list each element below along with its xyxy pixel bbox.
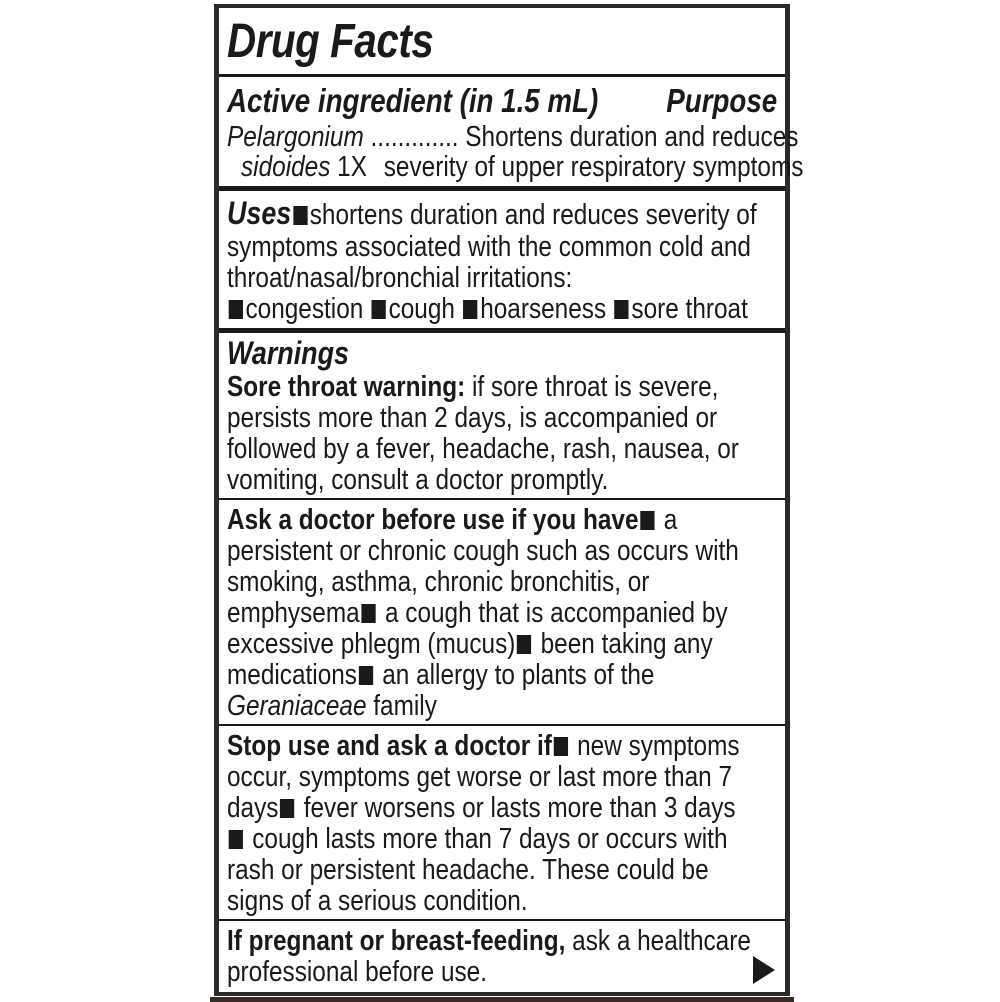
ask-doctor-line3: smoking, asthma, chronic bronchitis, or	[227, 566, 650, 598]
stop-use-line3	[227, 793, 793, 823]
stop-use-line6: signs of a serious condition.	[227, 885, 528, 917]
bullet-square-icon	[229, 300, 243, 319]
thick-divider	[219, 186, 785, 191]
pregnant-line2: professional before use.	[227, 956, 488, 988]
divider	[219, 919, 785, 921]
ask-text: a	[657, 504, 678, 536]
ask-text: been taking any	[533, 628, 713, 660]
bullet-square-icon	[293, 206, 307, 225]
stop-text: cough lasts more than 7 days or occurs with	[245, 823, 728, 855]
ask-doctor-line4	[227, 598, 793, 628]
bullet-square-icon	[463, 300, 477, 319]
ingredient-species: sidoides	[241, 151, 331, 183]
sore-throat-line3: followed by a fever, headache, rash, nausea, or	[227, 433, 739, 465]
play-arrow-icon	[753, 956, 775, 984]
ask-doctor-line7	[227, 691, 793, 721]
uses-line3: throat/nasal/bronchial irritations:	[227, 262, 573, 294]
warnings-heading: Warnings	[227, 335, 349, 371]
pregnant-text: ask a healthcare	[565, 925, 751, 957]
sore-throat-line1	[227, 372, 793, 402]
bullet-square-icon	[361, 604, 375, 623]
use-item: cough	[388, 293, 455, 325]
purpose-text-1: Shortens duration and reduces	[465, 121, 799, 153]
purpose-heading: Purpose	[666, 82, 778, 119]
plant-family: Geraniaceae	[227, 690, 367, 722]
stop-text: days	[227, 792, 279, 824]
active-ingredient-header	[227, 84, 777, 118]
active-ingredient-line1	[227, 121, 799, 153]
sore-throat-label: Sore throat warning:	[227, 371, 466, 403]
bullet-square-icon	[517, 635, 531, 654]
divider	[219, 724, 785, 726]
sore-throat-text: if sore throat is severe,	[465, 371, 719, 403]
use-item: congestion	[245, 293, 364, 325]
stop-use-line4	[227, 824, 793, 854]
ingredient-name: Pelargonium	[227, 121, 364, 153]
active-ingredient-line2	[241, 152, 807, 182]
ask-text: excessive phlegm (mucus)	[227, 628, 516, 660]
ask-doctor-line2: persistent or chronic cough such as occurs with	[227, 535, 739, 567]
bullet-square-icon	[640, 511, 654, 530]
sore-throat-line2: persists more than 2 days, is accompanied or	[227, 402, 718, 434]
bullet-square-icon	[372, 300, 386, 319]
bullet-square-icon	[554, 737, 568, 756]
pregnant-line1	[227, 926, 793, 956]
uses-line2: symptoms associated with the common cold and	[227, 231, 751, 263]
ask-doctor-label: Ask a doctor before use if you have	[227, 504, 639, 536]
ask-doctor-line5	[227, 629, 793, 659]
stop-text: fever worsens or lasts more than 3 days	[296, 792, 736, 824]
drug-facts-title: Drug Facts	[227, 15, 434, 68]
ask-doctor-line6	[227, 660, 793, 690]
ask-text: an allergy to plants of the	[375, 659, 655, 691]
stop-use-line2: occur, symptoms get worse or last more than 7	[227, 761, 732, 793]
ask-text: medications	[227, 659, 357, 691]
ask-doctor-line1	[227, 505, 793, 535]
ask-text: emphysema	[227, 597, 360, 629]
stop-use-label: Stop use and ask a doctor if	[227, 730, 552, 762]
thick-divider	[219, 328, 785, 333]
stop-text: new symptoms	[570, 730, 740, 762]
sore-throat-line4: vomiting, consult a doctor promptly.	[227, 464, 609, 496]
bullet-square-icon	[359, 666, 373, 685]
divider	[219, 498, 785, 500]
uses-items	[227, 294, 793, 324]
stop-use-line5: rash or persistent headache. These could be	[227, 854, 709, 886]
pregnant-label: If pregnant or breast-feeding,	[227, 925, 566, 957]
uses-line1	[227, 195, 793, 231]
bullet-square-icon	[280, 799, 294, 818]
uses-heading: Uses	[227, 195, 292, 231]
bullet-square-icon	[229, 830, 243, 849]
use-item: hoarseness	[480, 293, 607, 325]
stop-use-line1	[227, 731, 793, 761]
ask-text: family	[366, 690, 437, 722]
active-ingredient-heading: Active ingredient (in 1.5 mL)	[227, 82, 599, 119]
bullet-square-icon	[615, 300, 629, 319]
leader-dots: .............	[363, 121, 466, 153]
ask-text: a cough that is accompanied by	[378, 597, 728, 629]
drug-facts-panel	[214, 4, 804, 996]
purpose-text-2: severity of upper respiratory symptoms	[383, 151, 804, 183]
divider	[219, 74, 785, 77]
use-item: sore throat	[631, 293, 748, 325]
uses-text: shortens duration and reduces severity of	[309, 199, 757, 231]
ingredient-potency: 1X	[330, 151, 367, 183]
